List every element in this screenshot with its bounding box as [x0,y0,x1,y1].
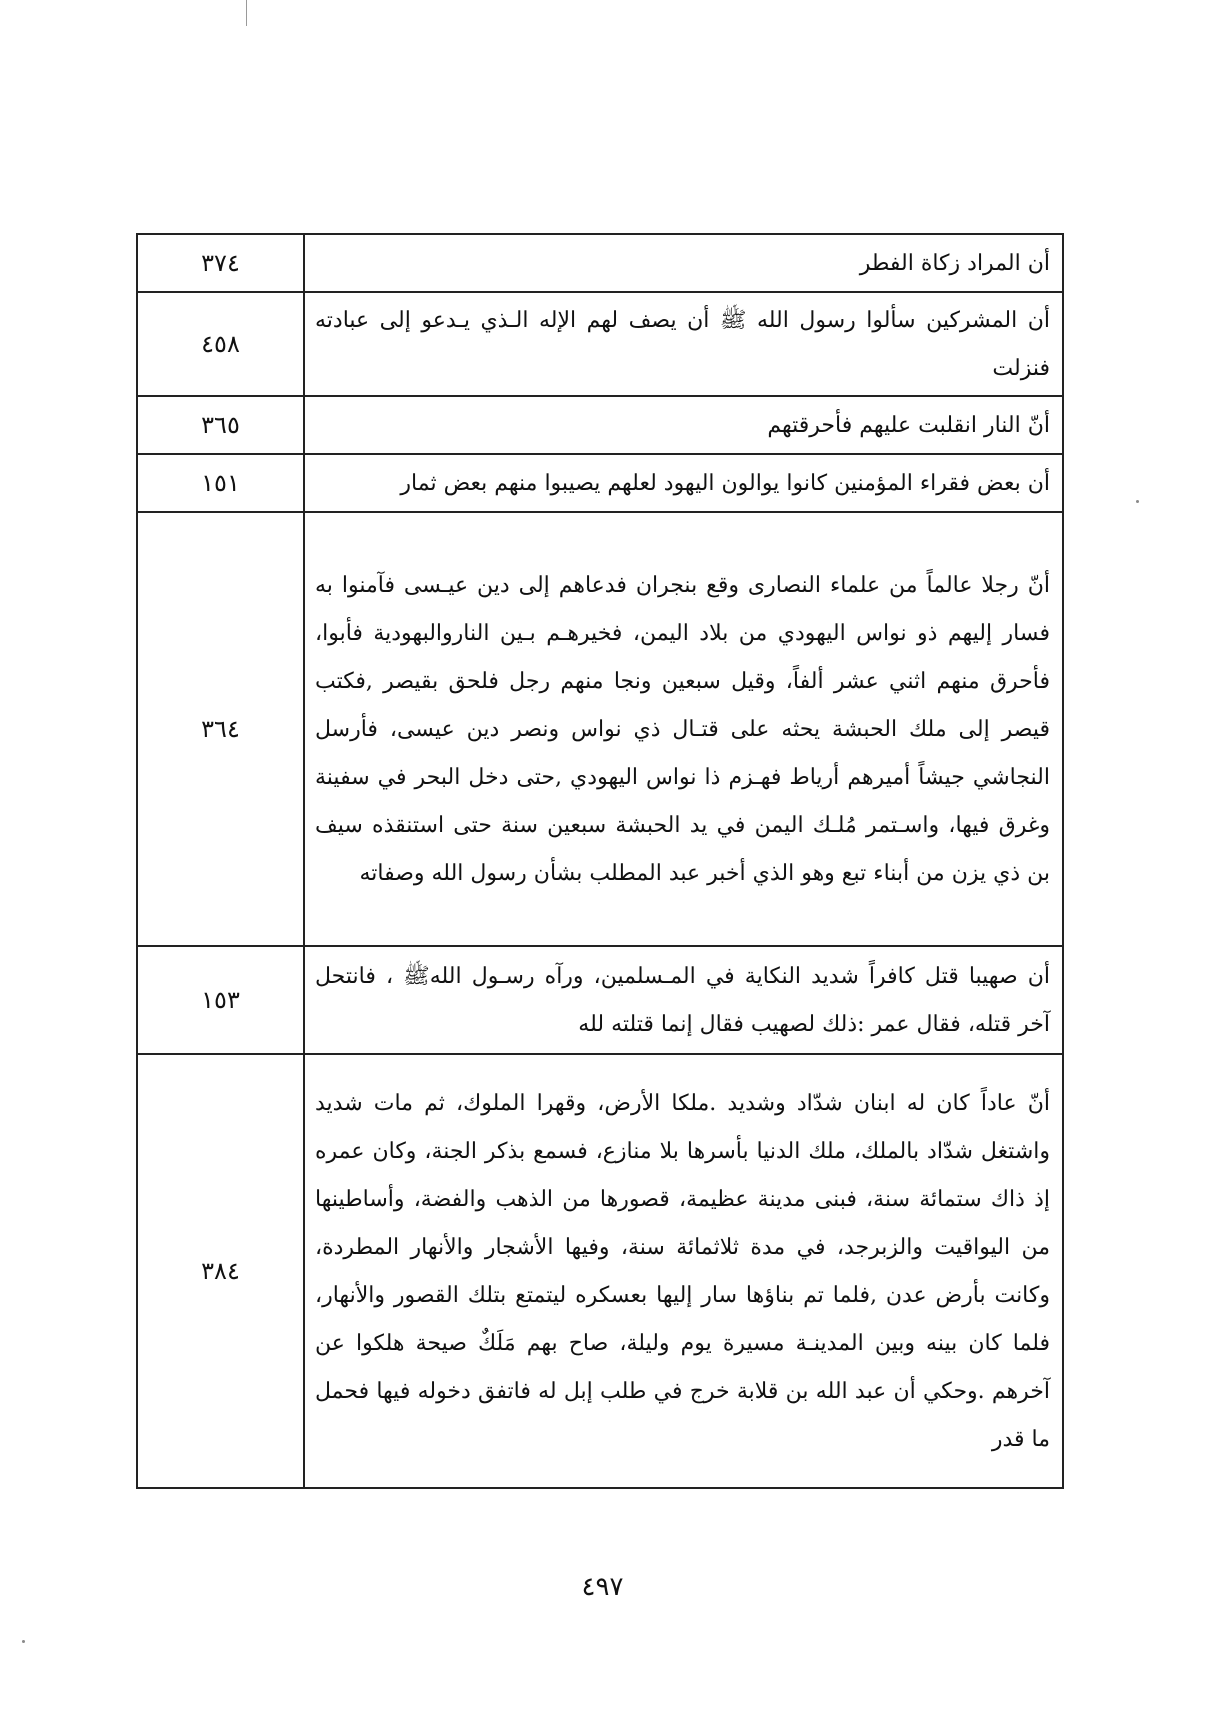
scan-artifact-dot [22,1640,25,1643]
index-table-container [136,233,1051,1489]
page-number: ٤٩٧ [581,1572,624,1602]
entry-page-number: ٣٨٤ [137,1054,304,1488]
entry-page-number: ١٥٣ [137,946,304,1054]
entry-text: أن المراد زكاة الفطر [304,234,1063,292]
table-row [137,292,1063,396]
table-row [137,1054,1063,1488]
entry-text: أنّ رجلا عالماً من علماء النصارى وقع بنجران فدعاهم إلى دين عيـسى فآمنوا به فسار إليهم ذو نواس اليهودي من بلاد اليمن، فخيرهـم بـين الناروالبهودية فأبوا، فأحرق منهم اثني عشر ألفاً، وقيل سبعين ونجا منهم رجل فلحق بقيصر ,فكتب قيصر إلى ملك الحبشة يحثه على قتـال ذي نواس ونصر دين عيسى، فأرسل النجاشي جيشاً أميرهم أرياط فهـزم ذا نواس اليهودي ,حتى دخل البحر في سفينة وغرق فيها، واسـتمر مُلـك اليمن في يد الحبشة سبعين سنة حتى استنقذه سيف بن ذي يزن من أبناء تبع وهو الذي أخبر عبد المطلب بشأن رسول الله وصفاته [304,512,1063,946]
entry-text: أن بعض فقراء المؤمنين كانوا يوالون اليهود لعلهم يصيبوا منهم بعض ثمار [304,454,1063,512]
index-table [136,233,1064,1489]
table-row [137,946,1063,1054]
entry-page-number: ٣٦٤ [137,512,304,946]
table-row [137,454,1063,512]
scan-artifact-line [246,0,247,26]
entry-page-number: ٣٦٥ [137,396,304,454]
entry-text: أنّ عاداً كان له ابنان شدّاد وشديد .ملكا الأرض، وقهرا الملوك، ثم مات شديد واشتغل شدّاد بالملك، ملك الدنيا بأسرها بلا منازع، فسمع بذكر الجنة، وكان عمره إذ ذاك ستمائة سنة، فبنى مدينة عظيمة، قصورها من الذهب والفضة، وأساطينها من اليواقيت والزبرجد، في مدة ثلاثمائة سنة، وفيها الأشجار والأنهار المطردة، وكانت بأرض عدن ,فلما تم بناؤها سار إليها بعسكره ليتمتع بتلك القصور والأنهار، فلما كان بينه وبين المدينـة مسيرة يوم وليلة، صاح بهم مَلَكٌ صيحة هلكوا عن آخرهم .وحكي أن عبد الله بن قلابة خرج في طلب إبل له فاتفق دخوله فيها فحمل ما قدر [304,1054,1063,1488]
entry-page-number: ٤٥٨ [137,292,304,396]
entry-text: أن صهيبا قتل كافراً شديد النكاية في المـسلمين، ورآه رسـول اللهﷺ ، فانتحل آخر قتله، فقال عمر :ذلك لصهيب فقال إنما قتلته لله [304,946,1063,1054]
scan-artifact-dot [1136,500,1139,503]
table-row [137,512,1063,946]
entry-text: أن المشركين سألوا رسول الله ﷺ أن يصف لهم الإله الـذي يـدعو إلى عبادته فنزلت [304,292,1063,396]
entry-page-number: ١٥١ [137,454,304,512]
table-row [137,234,1063,292]
entry-text: أنّ النار انقلبت عليهم فأحرقتهم [304,396,1063,454]
table-row [137,396,1063,454]
entry-page-number: ٣٧٤ [137,234,304,292]
